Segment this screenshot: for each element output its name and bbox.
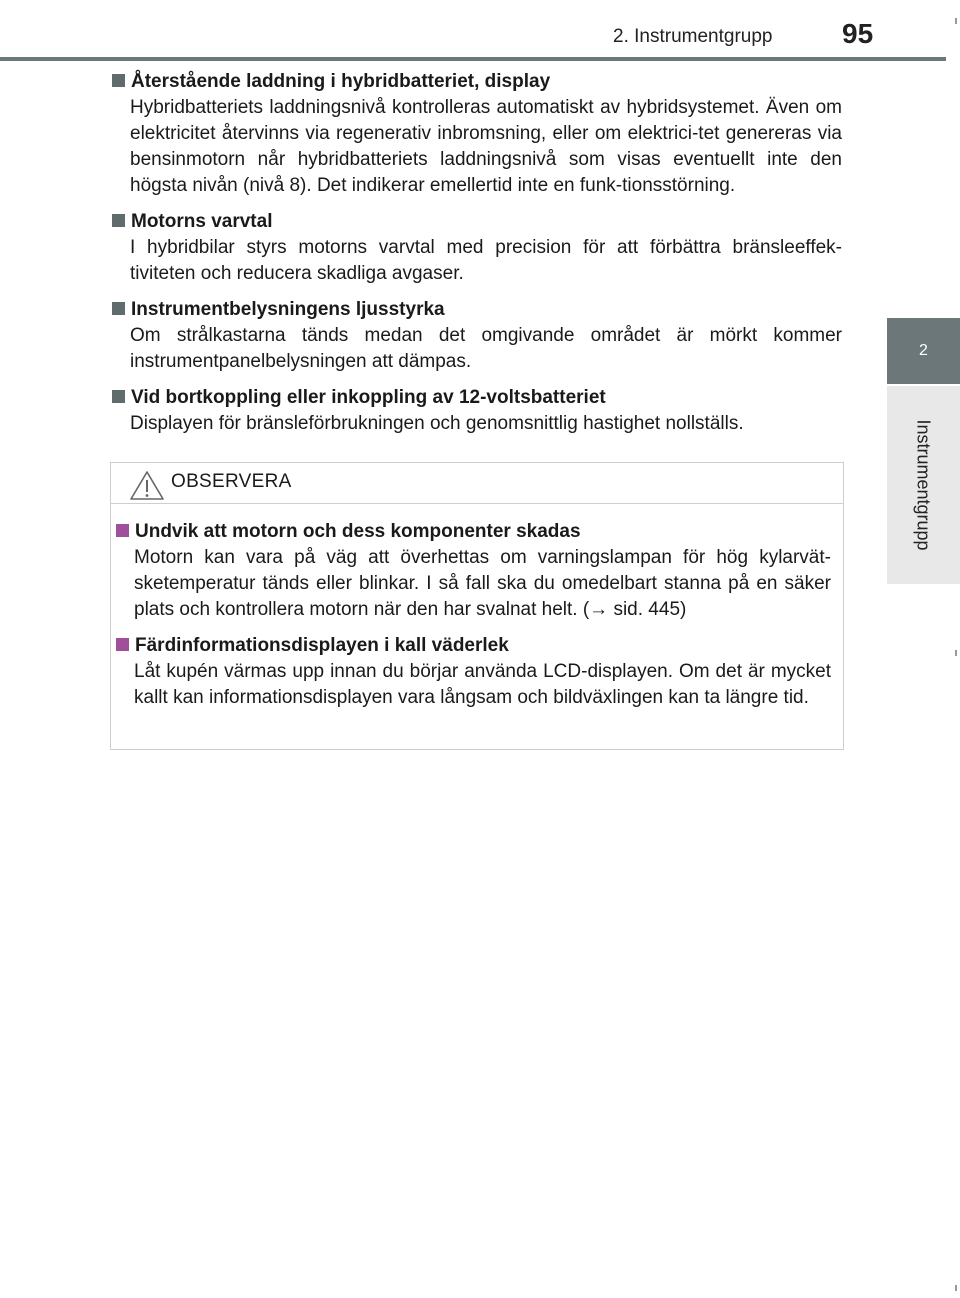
section-heading: Instrumentbelysningens ljusstyrka [112, 296, 842, 323]
notice-box [110, 462, 844, 750]
main-content [112, 68, 842, 446]
notice-title: OBSERVERA [171, 471, 292, 492]
section-brightness [112, 296, 842, 375]
notice-item-text: Motorn kan vara på väg att överhettas om varningslampan för hög kylarvät-sketemperatur tänds eller blinkar. I så fall ska du omedelbart stanna på en säker plats och kontrollera motorn när den har svalnat helt. (→ sid. 445) [134, 547, 831, 620]
warning-triangle-icon [128, 469, 166, 501]
square-bullet-icon [116, 638, 129, 651]
section-text: Hybridbatteriets laddningsnivå kontrolleras automatiskt av hybridsystemet. Även om elektricitet återvinns via regenerativ inbromsning, eller om elektrici-tet genereras via bensinmotorn når hybridbatteriets laddningsnivå som visas eventuellt inte den högsta nivån (nivå 8). Det indikerar emellertid inte en funk-tionsstörning. [130, 97, 842, 196]
crop-mark [955, 1285, 957, 1291]
section-heading: Återstående laddning i hybridbatteriet, display [112, 68, 842, 95]
square-bullet-icon [112, 302, 125, 315]
square-bullet-icon [112, 214, 125, 227]
header-rule [0, 57, 946, 61]
chapter-number: 2 [919, 342, 928, 359]
notice-header [111, 463, 843, 504]
crop-mark [955, 18, 957, 24]
chapter-label: Instrumentgrupp [913, 419, 934, 551]
square-bullet-icon [112, 390, 125, 403]
square-bullet-icon [112, 74, 125, 87]
section-text: I hybridbilar styrs motorns varvtal med precision för att förbättra bränsleeffek-tiviteten och reducera skadliga avgaser. [130, 237, 842, 284]
section-hybrid-battery [112, 68, 842, 199]
notice-item [116, 632, 831, 711]
section-heading: Vid bortkoppling eller inkoppling av 12-voltsbatteriet [112, 384, 842, 411]
crop-mark [955, 650, 957, 656]
section-text: Displayen för bränsleförbrukningen och genomsnittlig hastighet nollställs. [130, 413, 744, 434]
section-title: 2. Instrumentgrupp [613, 26, 773, 47]
notice-body [116, 518, 831, 720]
section-engine-speed [112, 208, 842, 287]
section-text: Om strålkastarna tänds medan det omgivande området är mörkt kommer instrumentpanelbelysningen att dämpas. [130, 325, 842, 372]
notice-item-heading: Undvik att motorn och dess komponenter skadas [116, 518, 831, 545]
square-bullet-icon [116, 524, 129, 537]
notice-item-text: Låt kupén värmas upp innan du börjar använda LCD-displayen. Om det är mycket kallt kan informationsdisplayen vara långsam och bildväxlingen kan ta längre tid. [134, 661, 831, 708]
notice-item [116, 518, 831, 623]
section-battery-disconnect [112, 384, 842, 437]
page-number: 95 [842, 18, 874, 49]
chapter-tab [887, 318, 960, 384]
notice-item-heading: Färdinformationsdisplayen i kall väderlek [116, 632, 831, 659]
section-heading: Motorns varvtal [112, 208, 842, 235]
